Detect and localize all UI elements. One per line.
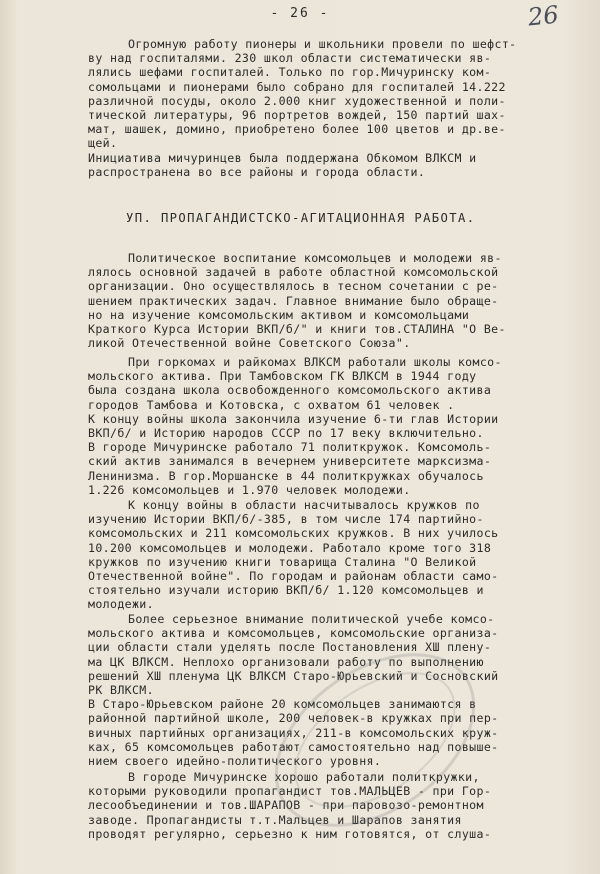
text-line: лялись шефами госпиталей. Только по гор.Мичуринску ком- [88,65,492,80]
text-line: нием своего идейно-политического уровня. [88,754,382,768]
text-line: молодежи. [88,597,154,612]
text-line: заводе. Пропагандисты т.т.Мальцев и Шарапов занятия [88,812,462,827]
text-line: В городе Мичуринске работало 71 политкружок. Комсомоль- [88,440,492,455]
text-line: К концу войны в области насчитывалось кружков по [128,498,480,512]
text-line: Огромную работу пионеры и школьники провели по шефст- [128,37,517,51]
text-line: изучению Истории ВКП/б/-385, в том числе 174 партийно- [88,512,484,527]
text-line: ву над госпиталями. 230 школ области систематически яв- [88,51,492,66]
text-line: комсомольских и 211 комсомольских кружков. В них училось [88,526,499,541]
text-line: была создана школа освобожденного комсомольского актива [88,383,492,398]
text-line: организации. Оно осуществлялось в тесном сочетании с ре- [88,279,499,294]
text-line: тической литературы, 96 портретов вождей, 150 партий шах- [88,108,506,122]
text-line: мольского актива. При Тамбовском ГК ВЛКСМ в 1944 году [88,369,477,384]
text-line: Краткого Курса Истории ВКП/б/" и книги тов.СТАЛИНА "О Ве- [88,322,506,336]
text-line: 10.200 комсомольцев и молодежи. Работало кроме того 318 [88,540,492,555]
text-line: мольского актива и комсомольцев, комсомольские организа- [88,626,499,641]
text-line: стоятельно изучали историю ВКП/б/ 1.120 комсомольцев и [88,583,484,598]
text-line: К концу войны школа закончила изучение 6-ти глав Истории [88,411,499,426]
text-line: шением практических задач. Главное внимание было обраще- [88,293,499,308]
text-line: Политическое воспитание комсомольцев и молодежи яв- [128,251,502,265]
text-line: проводят регулярно, серьезно к ним готовятся, от слуша- [88,826,492,841]
text-line: вичных партийных организациях, 211-в комсомольских круж- [88,725,499,740]
text-line: распространена во все районы и города области. [88,164,426,179]
text-line: различной посуды, около 2.000 книг художественной и поли- [88,93,506,108]
text-line: ВКП/б/ и Историю народов СССР по 17 веку включительно. [88,426,484,440]
text-line: ции области стали уделять после Постановления XШ плену- [88,640,492,655]
text-line: При горкомах и райкомах ВЛКСМ работали школы комсо- [128,355,502,369]
text-line: лялось основной задачей в работе областной комсомольской [88,265,499,280]
page-number: - 26 - [270,6,330,21]
text-line: но на изучение комсомольским активом и комсомольцами [88,307,470,322]
text-line: решений XШ пленума ЦК ВЛКСМ Старо-Юрьевский и Сосновский [88,668,499,683]
text-line: 1.226 комсомольцев и 1.970 человек молодежи. [88,482,411,497]
text-line: щей. [88,136,118,151]
text-line: кружков по изучению книги товарища Сталина "О Великой [88,554,477,569]
text-line: ский актив занимался в вечернем университете марксизма- [88,454,492,469]
text-line: В городе Мичуринске хорошо работали политкружки, [128,770,480,784]
text-line: РК ВЛКСМ. [88,683,154,697]
text-line: мат, шашек, домино, приобретено более 100 цветов и др.ве- [88,122,506,137]
text-line: которыми руководили пропагандист тов.МАЛЬЦЕВ - при Гор- [88,784,492,799]
text-line: Инициатива мичуринцев была поддержана Обкомом ВЛКСМ и [88,150,477,165]
text-line: ма ЦК ВЛКСМ. Неплохо организовали работу по выполнению [88,654,484,669]
text-line: Более серьезное внимание политической учебе комсо- [128,612,495,626]
text-line: сомольцами и пионерами было собрано для госпиталей 14.222 [88,79,506,94]
text-line: городов Тамбова и Котовска, с охватом 61 человек . [88,397,455,412]
text-line: ках, 65 комсомольцев работают самостоятельно над повыше- [88,739,499,754]
text-line: ликой Отечественной войне Советского Союза". [88,336,411,351]
handwritten-page-number: 26 [526,0,560,32]
text-line: лесообъединении и тов.ШАРАПОВ - при паровозо-ремонтном [88,798,484,813]
text-line: Отечественной войне". По городам и районам области само- [88,569,499,583]
text-line: Ленинизма. В гор.Моршанске в 44 политкружках обучалось [88,468,484,483]
section-heading: УП. ПРОПАГАНДИСТСКО-АГИТАЦИОННАЯ РАБОТА. [126,211,476,225]
text-line: районной партийной школе, 200 человек-в кружках при пер- [88,711,499,726]
text-line: В Старо-Юрьевском районе 20 комсомольцев занимаются в [88,697,477,712]
